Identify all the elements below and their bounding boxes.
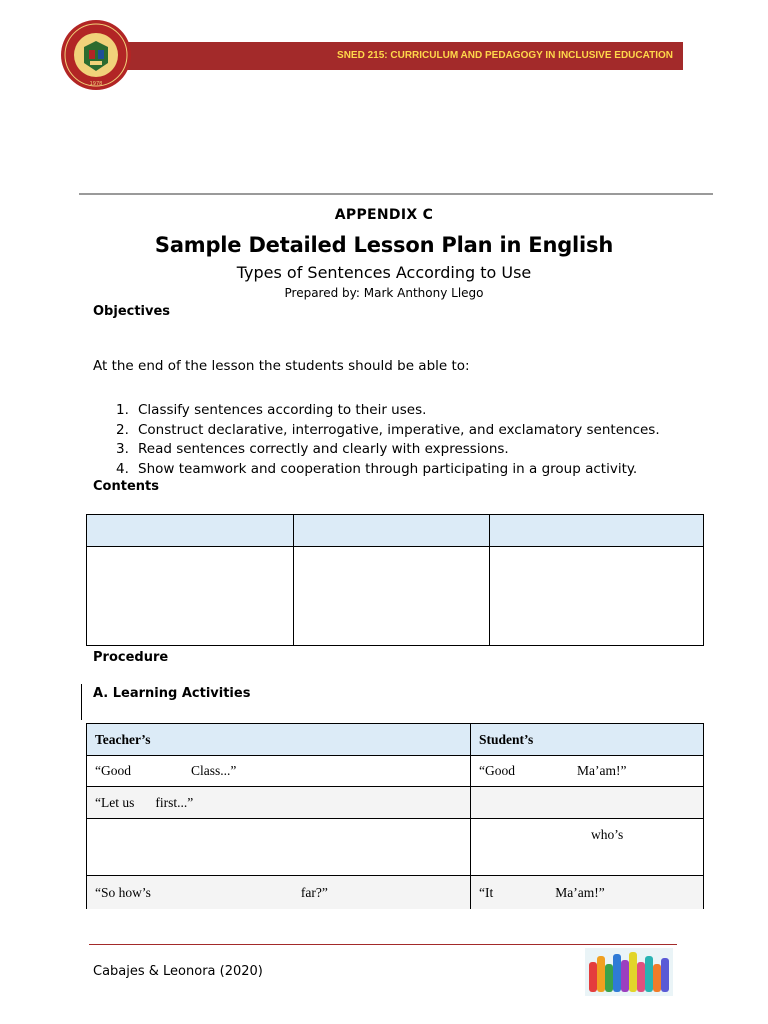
contents-cell — [490, 547, 704, 646]
objectives-intro: At the end of the lesson the students should be able to: — [93, 358, 470, 374]
course-title: SNED 215: CURRICULUM AND PEDAGOGY IN INCLUSIVE EDUCATION — [337, 50, 673, 61]
header-divider — [79, 193, 713, 195]
prepared-by: Prepared by: Mark Anthony Llego — [284, 286, 484, 300]
appendix-label: APPENDIX C — [334, 207, 434, 223]
footer-divider — [89, 944, 677, 945]
student-cell — [471, 787, 704, 819]
objective-item: 1. Classify sentences according to their uses. — [116, 402, 427, 418]
contents-header-cell — [294, 515, 490, 547]
table-row — [87, 819, 704, 876]
raised-hands-icon — [585, 948, 673, 996]
contents-heading: Contents — [93, 479, 159, 494]
table-row — [87, 756, 704, 787]
teacher-cell — [87, 819, 471, 876]
student-cell: “It Ma’am!” — [471, 876, 704, 910]
teacher-cell: “Good Class...” — [87, 756, 471, 787]
objective-item: 2. Construct declarative, interrogative, imperative, and exclamatory sentences. — [116, 421, 660, 438]
university-seal-icon — [60, 19, 132, 91]
learning-activities-heading: A. Learning Activities — [93, 686, 251, 701]
footer-authors: Cabajes & Leonora (2020) — [93, 964, 263, 979]
objective-item: 3. Read sentences correctly and clearly with expressions. — [116, 441, 509, 457]
student-cell: who’s — [471, 819, 704, 876]
student-cell: “Good Ma’am!” — [471, 756, 704, 787]
table-row — [87, 787, 704, 819]
contents-table — [86, 514, 704, 646]
learning-activities-table — [86, 723, 704, 909]
objectives-heading: Objectives — [93, 304, 171, 319]
teacher-cell: “So how’s far?” — [87, 876, 471, 910]
objective-item: 4. Show teamwork and cooperation through participating in a group activity. — [116, 460, 638, 477]
svg-text:1978: 1978 — [89, 81, 103, 87]
contents-header-cell — [87, 515, 294, 547]
procedure-heading: Procedure — [93, 650, 169, 665]
contents-cell — [294, 547, 490, 646]
table-row — [87, 876, 704, 910]
document-subtitle: Types of Sentences According to Use — [236, 263, 532, 282]
document-title: Sample Detailed Lesson Plan in English — [154, 233, 614, 257]
course-header-bar — [110, 42, 683, 70]
text-cursor — [81, 684, 82, 720]
teacher-column-header: Teacher’s — [87, 724, 471, 756]
teacher-cell: “Let us first...” — [87, 787, 471, 819]
contents-cell — [87, 547, 294, 646]
contents-header-cell — [490, 515, 704, 547]
student-column-header: Student’s — [471, 724, 704, 756]
objectives-list — [116, 401, 660, 479]
